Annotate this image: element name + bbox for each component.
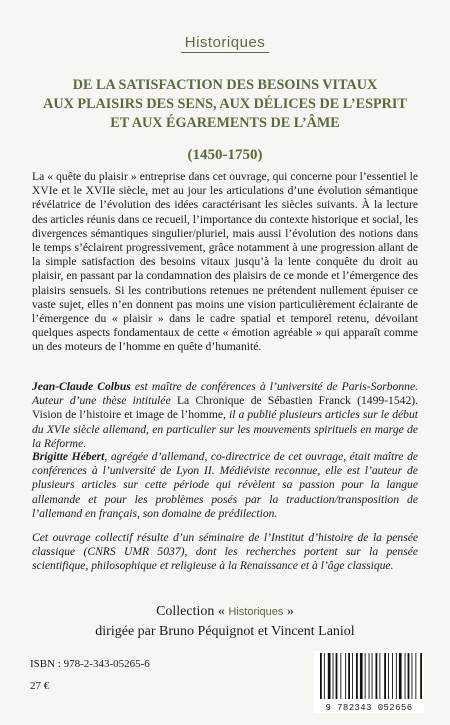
author-bio-hebert	[32, 450, 418, 521]
barcode-bar	[379, 653, 380, 699]
title-dates: (1450-1750)	[187, 147, 263, 163]
barcode-bar	[328, 653, 331, 699]
barcode-bar	[420, 653, 422, 699]
collection-prefix: Collection «	[156, 604, 229, 619]
barcode-bar	[396, 653, 397, 699]
bio-book-title: La Chronique de Sébastien Franck (1499-1542). Vision de l’histoire et image de l’homme	[32, 394, 418, 422]
barcode-bar	[412, 653, 413, 699]
barcode-bar	[320, 653, 322, 699]
seminar-note: Cet ouvrage collectif résulte d’un séminaire de l’Institut d’histoire de la pensée classique (CNRS UMR 5037), dont les recherches portent sur la pensée scientifique, philosophique et religieuse à la Renaissance et à l’âge classique.	[32, 531, 418, 573]
barcode-bar	[340, 653, 341, 699]
collection-line-1	[0, 602, 450, 622]
barcode-digits: 9 782343 052656	[325, 703, 413, 713]
bio-text-b: , il a publié plusieurs articles sur le début du XVIe siècle allemand, en particulier sur les mouvements spirituels en marge de la Réforme.	[32, 408, 418, 450]
barcode	[314, 651, 424, 713]
bio-text-hebert: , agrégée d’allemand, co-directrice de cet ouvrage, était maître de conférences à l’université de Lyon II. Médiéviste reconnue, elle est l’auteur de plusieurs articles sur cette période qui révèlent sa passion pour la langue allemande et pour les problèmes posés par la traduction/transposition de l’allemand en français, son domaine de prédilection.	[32, 450, 419, 520]
barcode-bar	[336, 653, 338, 699]
barcode-bar	[348, 653, 350, 699]
barcode-bar	[369, 653, 370, 699]
barcode-bar	[356, 653, 358, 699]
book-title	[30, 76, 420, 133]
barcode-bar	[376, 653, 378, 699]
barcode-bar	[405, 653, 406, 699]
barcode-bar	[360, 653, 363, 699]
barcode-bar	[384, 653, 386, 699]
title-line-2: AUX PLAISIRS DES SENS, AUX DÉLICES DE L’ESPRIT	[43, 96, 407, 112]
isbn: ISBN : 978-2-343-05265-6	[30, 658, 150, 670]
barcode-bar	[365, 653, 366, 699]
barcode-bar	[388, 653, 389, 699]
title-line-1: DE LA SATISFACTION DES BESOINS VITAUX	[72, 77, 378, 93]
bio-text-a: est maître de conférences à l’université de Paris-Sorbonne. Auteur d’une thèse intitulée	[32, 380, 418, 408]
summary-paragraph	[32, 170, 418, 355]
barcode-bar	[399, 653, 402, 699]
barcode-bar	[392, 653, 393, 699]
price: 27 €	[30, 680, 50, 692]
author-bio-colbus	[32, 380, 418, 451]
collection-series: Historiques	[228, 606, 284, 618]
top-band	[0, 0, 450, 64]
title-line-3: ET AUX ÉGAREMENTS DE L’ÂME	[110, 115, 340, 131]
series-logo-text: Historiques	[181, 34, 270, 53]
barcode-bar	[324, 653, 325, 699]
barcode-bar	[345, 653, 346, 699]
summary-text: La « quête du plaisir » entreprise dans cet ouvrage, qui concerne pour l’essentiel le XVIe et le XVIIe siècle, met au jour les articulations d’une évolution sémantique révélatrice de l’évolution des idées caractérisant les siècles suivants. À la lecture des articles réunis dans ce recueil, l’importance du contexte historique et social, les divergences sémantiques singulier/pluriel, mais aussi l’évolution des notions dans le temps s’éclairent progressivement, grâce notamment à une progression allant de la simple satisfaction des besoins vitaux jusqu’à la lente conquête du droit au plaisir, en passant par la condamnation des plaisirs de ce monde et l’émergence des plaisirs sensuels. Si les contributions retenues ne prétendent nullement épuiser ce vaste sujet, elles n’en donnent pas moins une vision particulièrement éclairante de l’émergence du « plaisir » dans le cadre spatial et temporel retenu, dévoilant quelques aspects fondamentaux de cette « émotion agréable » qui apparaît comme un des moteurs de l’homme en quête d’humanité.	[32, 170, 418, 354]
series-logo	[0, 34, 450, 53]
author-name-colbus: Jean-Claude Colbus	[32, 380, 131, 393]
barcode-bars	[314, 651, 424, 701]
barcode-bar	[352, 653, 353, 699]
barcode-bar	[333, 653, 334, 699]
collection-info	[0, 602, 450, 641]
barcode-bar	[415, 653, 416, 699]
collection-directors: dirigée par Bruno Péquignot et Vincent Laniol	[95, 624, 355, 639]
barcode-bar	[372, 653, 373, 699]
barcode-bar	[408, 653, 410, 699]
author-name-hebert: Brigitte Hébert	[32, 450, 105, 463]
collection-suffix: »	[283, 604, 294, 619]
